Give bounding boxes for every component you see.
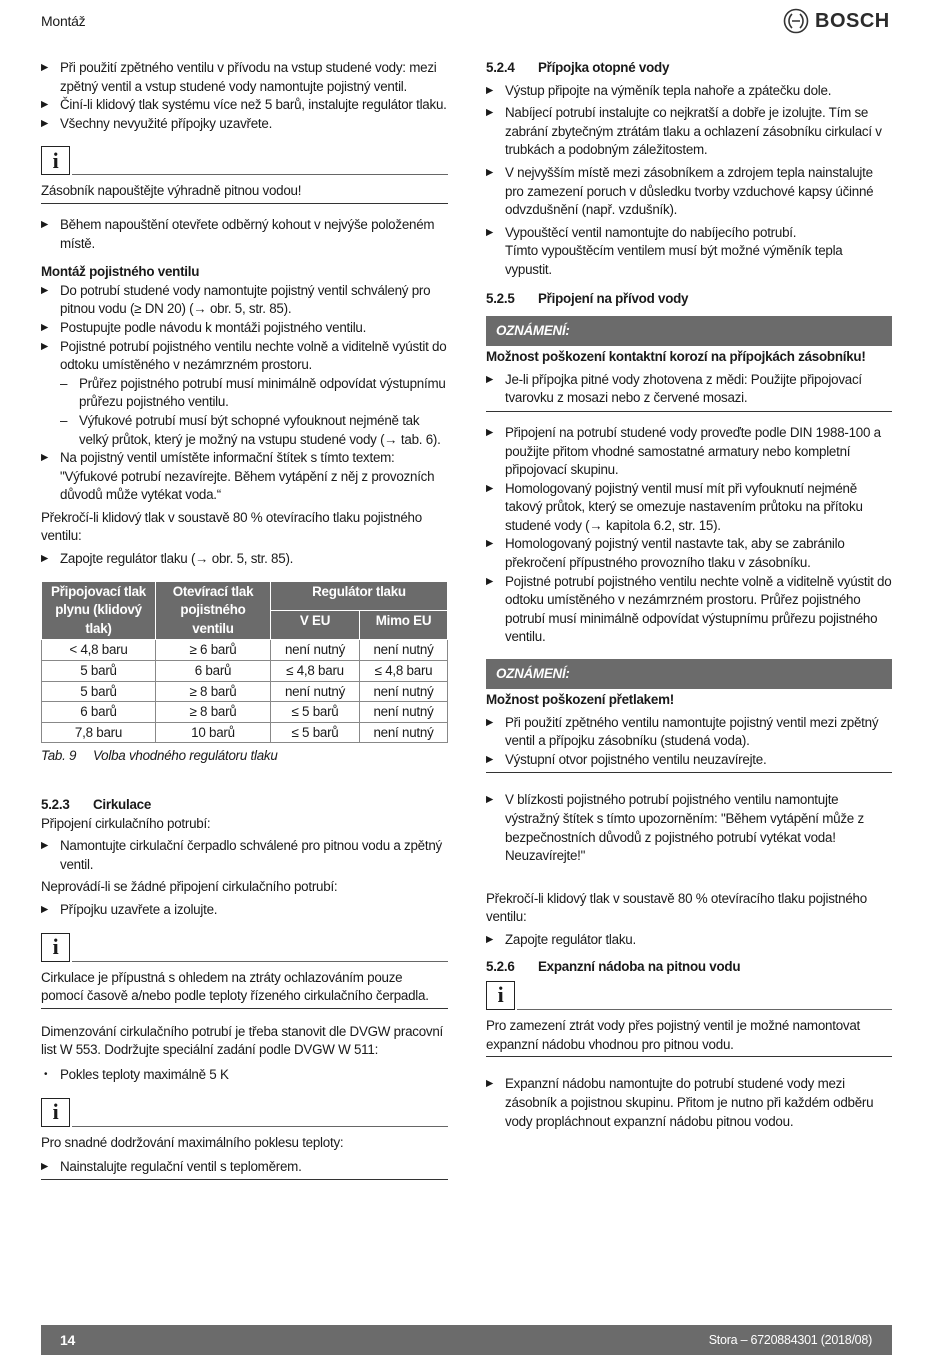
info-note	[41, 145, 448, 204]
right-column	[486, 59, 892, 1131]
section-heading	[486, 958, 892, 977]
bullet: ▶ Činí-li klidový tlak systému více než 5 barů, instalujte regulátor tlaku.	[41, 96, 448, 115]
table-cell: ≥ 8 barů	[156, 702, 271, 723]
table-cell: ≤ 5 barů	[271, 702, 360, 723]
table-row	[42, 640, 448, 661]
section-heading	[486, 290, 892, 309]
page-footer	[41, 1325, 892, 1355]
bullet: ▶ Výstupní otvor pojistného ventilu neuzavírejte.	[486, 751, 892, 770]
table-cell: není nutný	[271, 640, 360, 661]
bullet: ▶ Pojistné potrubí pojistného ventilu nechte volně a viditelně vyústit do odtoku umístěného v nezámrzném prostoru. Průřez pojistného potrubí musí minimálně odpovídat výstupnímu průřezu pojistného ventilu.	[486, 573, 892, 647]
paragraph: Tímto vypouštěcím ventilem musí být možné výměník tepla vypustit.	[505, 243, 843, 277]
caption-text: Volba vhodného regulátoru tlaku	[93, 748, 278, 764]
caption-number: Tab. 9	[41, 748, 77, 764]
table-cell: 5 barů	[42, 681, 156, 702]
bullet: ▶ Do potrubí studené vody namontujte pojistný ventil schválený pro pitnou vodu (≥ DN 20) (→ obr. 5, str. 85).	[41, 282, 448, 319]
bullet: ▶ Na pojistný ventil umístěte informační štítek s tímto textem: "Výfukové potrubí nezavírejte. Během vytápění z něj z provozních důvodů může vytékat voda.“	[41, 449, 448, 505]
table-cell: není nutný	[271, 681, 360, 702]
bullet: ▶ Nainstalujte regulační ventil s teploměrem.	[41, 1158, 448, 1177]
notice-label: OZNÁMENÍ:	[486, 316, 892, 346]
bullet: ▶ Vypouštěcí ventil namontujte do nabíjecího potrubí.	[486, 224, 892, 243]
pressure-regulator-table	[41, 581, 448, 744]
table-cell: není nutný	[360, 640, 448, 661]
brand-name: BOSCH	[815, 9, 890, 32]
bullet: ▶ Postupujte podle návodu k montáži pojistného ventilu.	[41, 319, 448, 338]
section-title: Expanzní nádoba na pitnou vodu	[538, 958, 741, 974]
bullet: ▶ Zapojte regulátor tlaku.	[486, 931, 892, 950]
bosch-armature-icon	[783, 8, 809, 34]
header-title: Montáž	[41, 13, 86, 29]
bullet: ▶ V blízkosti pojistného potrubí pojistného ventilu namontujte výstražný štítek s tímto upozorněním: "Během vytápění může z bezpečnostních důvodů z pojistného potrubí vytékat voda! Neuzavírejte!"	[486, 791, 892, 865]
table-row	[42, 722, 448, 743]
table-cell: není nutný	[360, 722, 448, 743]
info-icon: i	[41, 146, 70, 175]
section-number: 5.2.4	[486, 60, 515, 75]
bullet: ▶ Všechny nevyužité přípojky uzavřete.	[41, 115, 448, 134]
dash-item: – Výfukové potrubí musí být schopné vyfouknout nejméně tak velký průtok, který je možný na vstupu studené vody (→ tab. 6).	[41, 412, 448, 449]
bullet: ▶ Pojistné potrubí pojistného ventilu nechte volně a viditelně vyústit do odtoku umístěného v nezámrzném prostoru.	[41, 338, 448, 375]
table-cell: 10 barů	[156, 722, 271, 743]
table-header: Otevírací tlak pojistného ventilu	[156, 581, 271, 640]
page-number: 14	[60, 1332, 76, 1348]
document-id: Stora – 6720884301 (2018/08)	[708, 1333, 872, 1347]
table-caption	[41, 747, 448, 766]
bullet: ▶ V nejvyšším místě mezi zásobníkem a zdrojem tepla nainstalujte pro zamezení poruch v důsledku tvorby vzduchové kapsy účinné odvzdušnění (např. vzdušník).	[486, 164, 892, 220]
table-cell: 6 barů	[156, 661, 271, 682]
bullet: ▶ Při použití zpětného ventilu namontujte pojistný ventil mezi zpětný ventil a přípojku zásobníku (studená voda).	[486, 714, 892, 751]
bullet: ▶ Zapojte regulátor tlaku (→ obr. 5, str. 85).	[41, 550, 448, 569]
bullet: ▶ Namontujte cirkulační čerpadlo schválené pro pitnou vodu a zpětný ventil.	[41, 837, 448, 874]
info-icon: i	[41, 933, 70, 962]
bullet: ▶ Připojení na potrubí studené vody proveďte podle DIN 1988-100 a použijte přitom vhodné samostatné armatury nebo kompletní připojovací skupinu.	[486, 424, 892, 480]
table-cell: není nutný	[360, 681, 448, 702]
info-text: Pro snadné dodržování maximálního poklesu teploty:	[41, 1134, 344, 1150]
section-heading	[486, 59, 892, 78]
notice-title: Možnost poškození přetlakem!	[486, 692, 674, 708]
bullet: ▶ Nabíjecí potrubí instalujte co nejkratší a dobře je izolujte. Tím se zabrání zbytečným ztrátám tlaku a ochlazení zásobníku cirkulací v trubkách a podobným záležitostem.	[486, 104, 892, 160]
notice-box	[486, 316, 892, 412]
info-note	[41, 932, 448, 1009]
table-cell: ≤ 4,8 baru	[360, 661, 448, 682]
bullet: ▶ Homologovaný pojistný ventil musí mít při vyfouknutí nejméně takový průtok, který se omezuje nastavením průtoku na přítoku studené vody (→ kapitola 6.2, str. 15).	[486, 480, 892, 536]
bullet: ▶ Výstup připojte na výměník tepla nahoře a zpátečku dole.	[486, 82, 892, 101]
info-note	[486, 980, 892, 1057]
info-note	[41, 1097, 448, 1180]
section-title: Cirkulace	[93, 797, 152, 812]
paragraph: Připojení cirkulačního potrubí:	[41, 815, 211, 831]
notice-label: OZNÁMENÍ:	[486, 659, 892, 689]
table-cell: ≥ 8 barů	[156, 681, 271, 702]
bullet: ▶ Homologovaný pojistný ventil nastavte tak, aby se zabránilo překročení přípustného provozního tlaku v zásobníku.	[486, 535, 892, 572]
notice-title: Možnost poškození kontaktní korozí na přípojkách zásobníku!	[486, 349, 866, 365]
table-cell: ≤ 5 barů	[271, 722, 360, 743]
section-number: 5.2.5	[486, 290, 515, 306]
section-number: 5.2.3	[41, 797, 70, 812]
paragraph: Neprovádí-li se žádné připojení cirkulačního potrubí:	[41, 879, 338, 895]
info-icon: i	[41, 1098, 70, 1127]
table-cell: ≥ 6 barů	[156, 640, 271, 661]
dash-item: – Průřez pojistného potrubí musí minimálně odpovídat výstupnímu průřezu pojistného ventilu.	[41, 375, 448, 412]
bullet: ▶ Během napouštění otevřete odběrný kohout v nejvýše položeném místě.	[41, 216, 448, 253]
bullet: ▶ Přípojku uzavřete a izolujte.	[41, 901, 448, 920]
table-header: Mimo EU	[360, 611, 448, 640]
table-row	[42, 661, 448, 682]
bullet: ▶ Při použití zpětného ventilu v přívodu na vstup studené vody: mezi zpětný ventil a vstup studené vody namontujte pojistný ventil.	[41, 59, 448, 96]
dot-item: • Pokles teploty maximálně 5 K	[41, 1066, 448, 1085]
bosch-logo	[783, 8, 890, 34]
section-title: Připojení na přívod vody	[538, 290, 689, 306]
info-text: Pro zamezení ztrát vody přes pojistný ventil je možné namontovat expanzní nádobu vhodnou pro pitnou vodu.	[486, 1018, 861, 1052]
info-text: Zásobník napouštějte výhradně pitnou vodou!	[41, 183, 302, 199]
table-cell: 6 barů	[42, 702, 156, 723]
table-header: V EU	[271, 611, 360, 640]
paragraph: Dimenzování cirkulačního potrubí je třeba stanovit dle DVGW pracovní list W 553. Dodržujte speciální zadání podle DVGW W 511:	[41, 1023, 444, 1058]
section-number: 5.2.6	[486, 958, 515, 974]
notice-box	[486, 659, 892, 773]
table-cell: < 4,8 baru	[42, 640, 156, 661]
table-row	[42, 702, 448, 723]
table-cell: 5 barů	[42, 661, 156, 682]
bullet: ▶ Expanzní nádobu namontujte do potrubí studené vody mezi zásobník a pojistnou skupinu. Přitom je nutno při každém odběru vody propláchnout expanzní nádobu pitnou vodou.	[486, 1075, 892, 1131]
left-column	[41, 59, 448, 1180]
table-cell: 7,8 baru	[42, 722, 156, 743]
paragraph: Překročí-li klidový tlak v soustavě 80 % otevíracího tlaku pojistného ventilu:	[486, 890, 867, 925]
info-icon: i	[486, 981, 515, 1010]
table-header: Regulátor tlaku	[271, 581, 448, 610]
info-text: Cirkulace je přípustná s ohledem na ztráty ochlazováním pouze pomocí časově a/nebo podle teploty řízeného cirkulačního čerpadla.	[41, 969, 429, 1004]
table-cell: ≤ 4,8 baru	[271, 661, 360, 682]
table-row	[42, 681, 448, 702]
table-header: Připojovací tlak plynu (klidový tlak)	[42, 581, 156, 640]
table-cell: není nutný	[360, 702, 448, 723]
paragraph: Překročí-li klidový tlak v soustavě 80 % otevíracího tlaku pojistného ventilu:	[41, 509, 422, 544]
section-heading	[41, 796, 448, 815]
section-title: Přípojka otopné vody	[538, 60, 670, 75]
bullet: ▶ Je-li přípojka pitné vody zhotovena z mědi: Použijte připojovací tvarovku z mosazi nebo z červené mosazi.	[486, 371, 892, 408]
subheading: Montáž pojistného ventilu	[41, 264, 200, 280]
